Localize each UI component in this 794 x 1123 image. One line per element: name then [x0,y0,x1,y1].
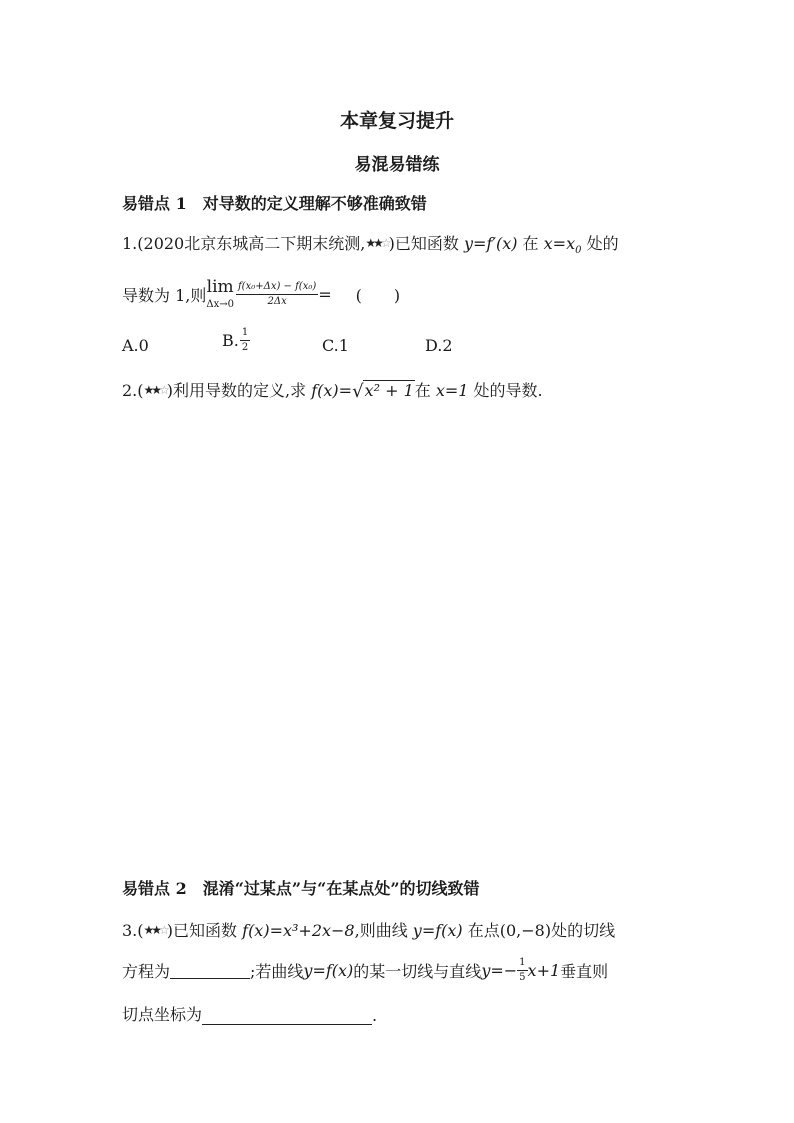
question-1-line-2: 导数为 1,则 lim Δx→0 $\frac{\text{f(x₀+Δx) − f(x₀)}}{2\Delta x}$ = ( ) [122,276,401,310]
q1-function: y=f′(x) [463,234,518,253]
page-title: 本章复习提升 [339,110,454,132]
limit-expression: lim Δx→0 [206,276,234,310]
sqrt-icon: √ [352,381,364,402]
q1-middle: )已知函数 [388,234,464,253]
option-a: A.0 [122,336,149,355]
difference-quotient: $\frac{\text{f(x₀+Δx) − f(x₀)}}{2\Delta x}$ [237,280,317,307]
option-b: B. $\frac{1}{2}$ [222,327,249,353]
answer-blank-1[interactable] [170,962,250,979]
difficulty-stars-icon: ★★☆ [143,383,167,397]
question-3-line-2: 方程为 ;若曲线 y=f(x) 的某一切线与直线 y=− $\frac{1}{5}$ x+1 垂直则 [122,956,609,983]
q1-point: $x=x_0$ [543,234,582,257]
answer-blank-2[interactable] [202,1006,372,1025]
option-d: D.2 [425,336,453,355]
difficulty-stars-icon: ★★☆ [143,923,167,937]
q3-function: f(x)=x³+2x−8 [242,921,355,940]
slope-fraction: $\frac{1}{5}$ [519,956,526,983]
answer-paren: ( ) [355,285,401,305]
question-3-line-1: 3.(★★☆)已知函数 f(x)=x³+2x−8,则曲线 y=f(x) 在点(0,−8)处的切线 [122,921,616,940]
page-subtitle: 易混易错练 [354,155,440,175]
option-c: C.1 [322,336,349,355]
difficulty-stars-icon: ★★☆ [365,236,389,250]
section-2-heading: 易错点 2 混淆“过某点”与“在某点处”的切线致错 [122,879,480,898]
question-2: 2.(★★☆)利用导数的定义,求 f(x)=√x² + 1在 x=1 处的导数. [122,381,543,402]
section-1-heading: 易错点 1 对导数的定义理解不够准确致错 [122,194,427,213]
question-1-line-1: 1.(2020北京东城高二下期末统测,★★☆)已知函数 y=f′(x) 在 $x=x_0$ 处的 [122,234,619,257]
question-3-line-3: 切点坐标为 . [122,1005,378,1025]
q1-prefix: 1.(2020北京东城高二下期末统测, [122,234,366,253]
q2-function: f(x) [311,381,339,400]
q2-radicand: x² + 1 [364,381,414,400]
